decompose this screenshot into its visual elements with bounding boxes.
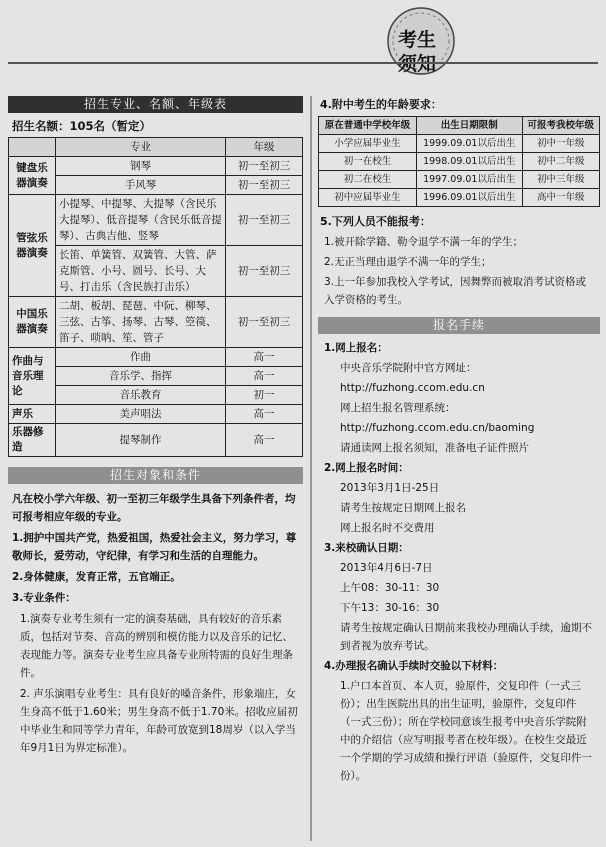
age-cell: 初中二年级	[522, 153, 599, 171]
condition-2: 2.身体健康，发育正常，五官端正。	[12, 571, 181, 583]
major-cell: 钢琴	[56, 157, 226, 176]
age-col-1: 原在普通中学校年级	[319, 117, 417, 135]
table-row	[9, 157, 303, 176]
header-major: 专业	[56, 138, 226, 157]
major-cell: 提琴制作	[56, 424, 226, 457]
conditions-intro: 凡在校小学六年级、初一至初三年级学生具备下列条件者，均可报考相应年级的专业。	[12, 493, 296, 523]
age-cell: 初二在校生	[319, 171, 417, 189]
step-4-heading: 4.办理报名确认手续时交验以下材料：	[324, 660, 504, 672]
major-cell: 音乐学、指挥	[56, 367, 226, 386]
logo-line-2: 须知	[398, 53, 437, 75]
table-row	[9, 424, 303, 457]
step-1-e: 请通读网上报名须知，准备电子证件照片	[340, 442, 529, 454]
major-cell: 小提琴、中提琴、大提琴（含民乐大提琴）、低音提琴（含民乐低音提琴）、古典吉他、竖琴	[56, 195, 226, 246]
age-cell: 小学应届毕业生	[319, 135, 417, 153]
grade-cell: 高一	[226, 405, 303, 424]
age-cell: 高中一年级	[522, 189, 599, 207]
major-cell: 音乐教育	[56, 386, 226, 405]
step-2-b: 请考生按规定日期网上报名	[340, 502, 466, 514]
major-cell: 美声唱法	[56, 405, 226, 424]
age-cell: 1999.09.01以后出生	[417, 135, 523, 153]
excluded-item-1: 1.被开除学籍、勒令退学不满一年的学生；	[324, 236, 524, 248]
age-cell: 初中三年级	[522, 171, 599, 189]
step-3-heading: 3.来校确认日期：	[324, 542, 409, 554]
major-cell: 作曲	[56, 348, 226, 367]
grade-cell: 初一至初三	[226, 297, 303, 348]
grade-cell: 初一至初三	[226, 246, 303, 297]
majors-section-title: 招生专业、名额、年级表	[8, 96, 303, 113]
right-column	[318, 96, 600, 841]
table-row	[319, 153, 600, 171]
left-column	[8, 96, 303, 841]
grade-cell: 初一	[226, 386, 303, 405]
group-cell: 声乐	[9, 405, 56, 424]
group-cell: 键盘乐器演奏	[9, 157, 56, 195]
group-cell: 作曲与音乐理论	[9, 348, 56, 405]
excluded-item-3: 3.上一年参加我校入学考试，因舞弊而被取消考试资格或入学资格的考生。	[324, 276, 587, 306]
table-row	[9, 348, 303, 367]
excluded-heading: 5.下列人员不能报考：	[320, 215, 431, 228]
table-row	[9, 297, 303, 348]
age-cell: 初一在校生	[319, 153, 417, 171]
step-1-a: 中央音乐学院附中官方网址：	[340, 362, 477, 374]
grade-cell: 高一	[226, 367, 303, 386]
step-2-a: 2013年3月1日-25日	[340, 482, 440, 494]
age-cell: 1996.09.01以后出生	[417, 189, 523, 207]
logo-line-1: 考生	[398, 29, 437, 51]
step-4-a: 1.户口本首页、本人页，验原件，交复印件（一式三份）；出生医院出具的出生证明，验原件，交复印件（一式三份）；所在学校同意该生报考中央音乐学院附中的介绍信（应写明报考者在校年级）。在校生交最近一个学期的学习成绩和操行评语（验原件，交复印件一份）。	[340, 680, 592, 782]
step-3-b: 上午08：30-11：30	[340, 582, 440, 594]
header-grade: 年级	[226, 138, 303, 157]
step-1-c: 网上招生报名管理系统：	[340, 402, 456, 414]
column-divider	[310, 96, 312, 841]
condition-3-1: 1.演奏专业考生须有一定的演奏基础，具有较好的音乐素质，包括对节奏、音高的辨别和模仿能力以及音乐的记忆、表现能力等。演奏专业考生应具备专业所特需的良好生理条件。	[20, 613, 293, 679]
group-cell: 中国乐器演奏	[9, 297, 56, 348]
step-3-a: 2013年4月6日-7日	[340, 562, 433, 574]
grade-cell: 初一至初三	[226, 157, 303, 176]
table-row	[9, 405, 303, 424]
conditions-section-title: 招生对象和条件	[8, 467, 303, 484]
major-cell: 二胡、板胡、琵琶、中阮、柳琴、三弦、古筝、扬琴、古琴、箜篌、笛子、唢呐、笙、管子	[56, 297, 226, 348]
condition-3: 3.专业条件：	[12, 592, 76, 604]
procedure-section-title: 报名手续	[318, 317, 600, 334]
age-col-3: 可报考我校年级	[522, 117, 599, 135]
age-cell: 1998.09.01以后出生	[417, 153, 523, 171]
condition-3-2: 2. 声乐演唱专业考生：具有良好的嗓音条件，形象端庄，女生身高不低于1.60米；男生身高不低于1.70米。招收应届初中毕业生和同等学力青年，年龄可放宽到18周岁（以入学当年9月1日为界定标准）。	[20, 688, 298, 754]
grade-cell: 初一至初三	[226, 176, 303, 195]
step-3-c: 下午13：30-16：30	[340, 602, 440, 614]
step-2-heading: 2.网上报名时间：	[324, 462, 409, 474]
table-header-row	[9, 138, 303, 157]
header-blank	[9, 138, 56, 157]
header-divider	[8, 62, 598, 64]
table-row	[319, 171, 600, 189]
major-cell: 长笛、单簧管、双簧管、大管、萨克斯管、小号、圆号、长号、大号、打击乐（含民族打击乐）	[56, 246, 226, 297]
official-site-link[interactable]: http://fuzhong.ccom.edu.cn	[340, 382, 485, 394]
condition-1: 1.拥护中国共产党，热爱祖国，热爱社会主义，努力学习，尊敬师长，爱劳动，守纪律，有学习和生活的自理能力。	[12, 532, 297, 562]
logo-text	[398, 28, 436, 76]
step-1-heading: 1.网上报名：	[324, 342, 388, 354]
step-2-c: 网上报名时不交费用	[340, 522, 435, 534]
age-header-row	[319, 117, 600, 135]
grade-cell: 初一至初三	[226, 195, 303, 246]
table-row	[9, 195, 303, 246]
excluded-item-2: 2.无正当理由退学不满一年的学生；	[324, 256, 492, 268]
age-heading: 4.附中考生的年龄要求：	[320, 98, 442, 111]
table-row	[319, 189, 600, 207]
age-cell: 初中一年级	[522, 135, 599, 153]
major-cell: 手风琴	[56, 176, 226, 195]
majors-table	[8, 137, 303, 457]
group-cell: 乐器修造	[9, 424, 56, 457]
age-cell: 初中应届毕业生	[319, 189, 417, 207]
age-col-2: 出生日期限制	[417, 117, 523, 135]
grade-cell: 高一	[226, 424, 303, 457]
registration-system-link[interactable]: http://fuzhong.ccom.edu.cn/baoming	[340, 422, 535, 434]
age-cell: 1997.09.01以后出生	[417, 171, 523, 189]
step-3-d: 请考生按规定确认日期前来我校办理确认手续，逾期不到者视为放弃考试。	[340, 622, 592, 652]
age-table	[318, 116, 600, 207]
grade-cell: 高一	[226, 348, 303, 367]
table-row	[319, 135, 600, 153]
quota-text: 招生名额：105名（暂定）	[12, 119, 152, 133]
group-cell: 管弦乐器演奏	[9, 195, 56, 297]
